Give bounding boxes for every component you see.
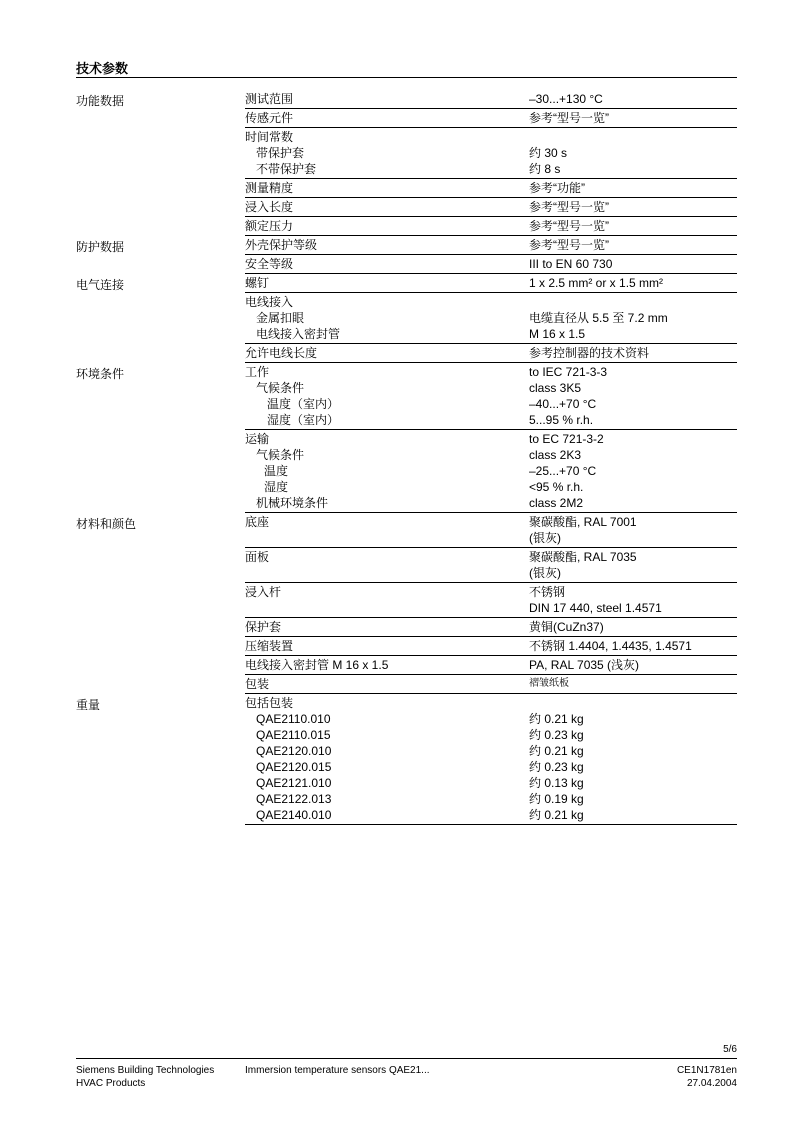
spec-param bbox=[245, 657, 529, 673]
spec-row bbox=[245, 675, 737, 694]
spec-param bbox=[245, 676, 529, 692]
spec-param bbox=[245, 364, 529, 428]
spec-value-line: 约 0.21 kg bbox=[529, 808, 584, 822]
spec-section bbox=[76, 363, 737, 513]
spec-value-line: M 16 x 1.5 bbox=[529, 327, 586, 341]
title-divider bbox=[76, 77, 737, 78]
spec-param-line: 包装 bbox=[245, 677, 270, 691]
footer-doc-info bbox=[677, 1064, 737, 1090]
spec-value bbox=[529, 657, 737, 673]
spec-row bbox=[245, 109, 737, 128]
spec-param bbox=[245, 549, 529, 581]
spec-param-line: 气候条件 bbox=[256, 381, 305, 395]
spec-param-line: QAE2110.015 bbox=[256, 728, 331, 742]
spec-param bbox=[245, 514, 529, 546]
spec-value-line: 参考控制器的技术资料 bbox=[529, 346, 650, 360]
spec-value bbox=[529, 549, 737, 581]
spec-value-line: 约 0.23 kg bbox=[529, 728, 584, 742]
spec-value bbox=[529, 431, 737, 511]
spec-row bbox=[245, 293, 737, 344]
spec-value-line: 约 8 s bbox=[529, 162, 561, 176]
spec-value-line: –25...+70 °C bbox=[529, 464, 597, 478]
spec-param-line: 金属扣眼 bbox=[256, 311, 305, 325]
spec-row bbox=[245, 274, 737, 293]
spec-row bbox=[245, 363, 737, 430]
spec-value-line: <95 % r.h. bbox=[529, 480, 584, 494]
spec-section bbox=[76, 236, 737, 274]
spec-param-line: 工作 bbox=[245, 365, 270, 379]
spec-param-line: 底座 bbox=[245, 515, 270, 529]
spec-param-line: 测量精度 bbox=[245, 181, 294, 195]
section-label: 防护数据 bbox=[76, 240, 125, 254]
spec-value-line: to EC 721-3-2 bbox=[529, 432, 604, 446]
spec-param-line: 允许电线长度 bbox=[245, 346, 318, 360]
spec-param-line: 安全等级 bbox=[245, 257, 294, 271]
spec-value bbox=[529, 110, 737, 126]
spec-row bbox=[245, 255, 737, 274]
spec-param-line: QAE2122.013 bbox=[256, 792, 332, 806]
spec-param bbox=[245, 345, 529, 361]
spec-value-line: 不锈钢 1.4404, 1.4435, 1.4571 bbox=[529, 639, 692, 653]
footer-company-line1: Siemens Building Technologies bbox=[76, 1065, 215, 1076]
spec-value-line bbox=[529, 695, 737, 711]
spec-param-line: 浸入长度 bbox=[245, 200, 294, 214]
spec-value-line: 黄铜(CuZn37) bbox=[529, 620, 604, 634]
spec-param-line: 电线接入密封管 M 16 x 1.5 bbox=[245, 658, 389, 672]
page-title: 技术参数 bbox=[76, 61, 129, 76]
spec-param-line: 浸入杆 bbox=[245, 585, 282, 599]
spec-row bbox=[245, 637, 737, 656]
spec-param-line: QAE2121.010 bbox=[256, 776, 332, 790]
spec-value bbox=[529, 514, 737, 546]
spec-value bbox=[529, 129, 737, 177]
spec-value bbox=[529, 364, 737, 428]
spec-value-line: 1 x 2.5 mm² or x 1.5 mm² bbox=[529, 276, 664, 290]
spec-value-line: PA, RAL 7035 (浅灰) bbox=[529, 658, 640, 672]
spec-section bbox=[76, 90, 737, 236]
spec-value-line: 参考“型号一览” bbox=[529, 111, 609, 125]
spec-param-line: QAE2120.010 bbox=[256, 744, 332, 758]
spec-row bbox=[245, 656, 737, 675]
spec-value-line: 5...95 % r.h. bbox=[529, 413, 594, 427]
spec-param-line: 额定压力 bbox=[245, 219, 294, 233]
spec-param-line: 湿度（室内） bbox=[267, 413, 340, 427]
spec-param bbox=[245, 218, 529, 234]
spec-value-line: 聚碳酸酯, RAL 7001 bbox=[529, 515, 637, 529]
footer-doc-id: CE1N1781en bbox=[676, 1065, 737, 1076]
spec-value-line: 约 0.13 kg bbox=[529, 776, 584, 790]
spec-param bbox=[245, 256, 529, 272]
spec-value-line bbox=[529, 294, 737, 310]
spec-row bbox=[245, 90, 737, 109]
spec-value bbox=[529, 199, 737, 215]
spec-param-line: 时间常数 bbox=[245, 130, 294, 144]
spec-value bbox=[529, 584, 737, 616]
spec-param-line: 电线接入 bbox=[245, 295, 294, 309]
spec-value-line: to IEC 721-3-3 bbox=[529, 365, 608, 379]
spec-value bbox=[529, 619, 737, 635]
spec-value-line: 约 30 s bbox=[529, 146, 568, 160]
spec-param bbox=[245, 584, 529, 616]
spec-param-line: 压缩装置 bbox=[245, 639, 294, 653]
spec-value bbox=[529, 237, 737, 253]
spec-param bbox=[245, 199, 529, 215]
footer-company-line2: HVAC Products bbox=[76, 1078, 146, 1089]
spec-param bbox=[245, 294, 529, 342]
spec-param-line: QAE2140.010 bbox=[256, 808, 332, 822]
spec-param bbox=[245, 275, 529, 291]
spec-row bbox=[245, 694, 737, 825]
spec-row bbox=[245, 513, 737, 548]
spec-value-line: 聚碳酸酯, RAL 7035 bbox=[529, 550, 637, 564]
spec-value-line: 参考“功能” bbox=[529, 181, 585, 195]
section-label: 重量 bbox=[76, 698, 101, 712]
spec-param-line: 湿度 bbox=[264, 480, 289, 494]
spec-value-line: 约 0.21 kg bbox=[529, 744, 584, 758]
footer-divider bbox=[76, 1058, 737, 1059]
spec-value-line bbox=[529, 129, 737, 145]
spec-param-line bbox=[245, 600, 529, 616]
spec-section bbox=[76, 274, 737, 363]
page-number: 5/6 bbox=[723, 1044, 737, 1055]
spec-param-line: 螺钉 bbox=[245, 276, 270, 290]
spec-param-line: QAE2110.010 bbox=[256, 712, 331, 726]
spec-value bbox=[529, 180, 737, 196]
spec-param bbox=[245, 431, 529, 511]
spec-value-line: DIN 17 440, steel 1.4571 bbox=[529, 601, 662, 615]
spec-value bbox=[529, 91, 737, 107]
spec-param-line: 不带保护套 bbox=[256, 162, 317, 176]
spec-param-line: 气候条件 bbox=[256, 448, 305, 462]
spec-param-line: 面板 bbox=[245, 550, 270, 564]
spec-value-line: 参考“型号一览” bbox=[529, 200, 609, 214]
footer-company bbox=[76, 1064, 214, 1090]
spec-section bbox=[76, 513, 737, 694]
footer-product: Immersion temperature sensors QAE21... bbox=[245, 1065, 430, 1076]
spec-param bbox=[245, 110, 529, 126]
spec-param-line: 温度（室内） bbox=[267, 397, 340, 411]
spec-param-line: 温度 bbox=[264, 464, 289, 478]
spec-value-line: –30...+130 °C bbox=[529, 92, 603, 106]
spec-value-line: 参考“型号一览” bbox=[529, 219, 609, 233]
spec-value-line: 约 0.23 kg bbox=[529, 760, 584, 774]
spec-value-line: 约 0.19 kg bbox=[529, 792, 584, 806]
spec-value-line: class 3K5 bbox=[529, 381, 582, 395]
spec-param bbox=[245, 619, 529, 635]
spec-value-line: class 2M2 bbox=[529, 496, 584, 510]
spec-param bbox=[245, 237, 529, 253]
spec-value bbox=[529, 638, 737, 654]
spec-param-line bbox=[245, 565, 529, 581]
spec-param bbox=[245, 638, 529, 654]
spec-value-line: (银灰) bbox=[529, 566, 561, 580]
spec-value-line: 约 0.21 kg bbox=[529, 712, 584, 726]
spec-row bbox=[245, 198, 737, 217]
spec-value-line: 参考“型号一览” bbox=[529, 238, 609, 252]
spec-row bbox=[245, 430, 737, 513]
spec-param bbox=[245, 129, 529, 177]
spec-param-line: 包括包装 bbox=[245, 696, 294, 710]
spec-row bbox=[245, 548, 737, 583]
spec-value-line: (银灰) bbox=[529, 531, 561, 545]
spec-value bbox=[529, 695, 737, 823]
spec-param-line: 运输 bbox=[245, 432, 270, 446]
spec-value bbox=[529, 275, 737, 291]
spec-row bbox=[245, 618, 737, 637]
spec-param-line: 电线接入密封管 bbox=[256, 327, 341, 341]
spec-param bbox=[245, 695, 529, 823]
spec-param-line: 测试范围 bbox=[245, 92, 294, 106]
section-label: 功能数据 bbox=[76, 94, 125, 108]
spec-param-line bbox=[245, 530, 529, 546]
spec-value-line: 不锈钢 bbox=[529, 585, 566, 599]
spec-value-line: 电缆直径从 5.5 至 7.2 mm bbox=[529, 311, 668, 325]
spec-param-line: QAE2120.015 bbox=[256, 760, 332, 774]
spec-param-line: 机械环境条件 bbox=[256, 496, 329, 510]
spec-value-line: class 2K3 bbox=[529, 448, 582, 462]
spec-table bbox=[76, 90, 737, 825]
spec-row bbox=[245, 236, 737, 255]
spec-row bbox=[245, 217, 737, 236]
spec-param-line: 外壳保护等级 bbox=[245, 238, 318, 252]
spec-value bbox=[529, 676, 737, 692]
spec-param-line: 传感元件 bbox=[245, 111, 294, 125]
spec-param bbox=[245, 91, 529, 107]
spec-param-line: 保护套 bbox=[245, 620, 282, 634]
spec-row bbox=[245, 583, 737, 618]
spec-value bbox=[529, 294, 737, 342]
spec-section bbox=[76, 694, 737, 825]
spec-value-line: 褶皱纸板 bbox=[529, 678, 569, 689]
spec-value-line: –40...+70 °C bbox=[529, 397, 597, 411]
spec-row bbox=[245, 344, 737, 363]
spec-param-line: 带保护套 bbox=[256, 146, 305, 160]
section-label: 环境条件 bbox=[76, 367, 125, 381]
footer-date: 27.04.2004 bbox=[686, 1078, 737, 1089]
spec-value-line: III to EN 60 730 bbox=[529, 257, 613, 271]
spec-param bbox=[245, 180, 529, 196]
spec-value bbox=[529, 345, 737, 361]
spec-value bbox=[529, 256, 737, 272]
section-label: 材料和颜色 bbox=[76, 517, 137, 531]
section-label: 电气连接 bbox=[76, 278, 125, 292]
spec-value bbox=[529, 218, 737, 234]
spec-row bbox=[245, 128, 737, 179]
spec-row bbox=[245, 179, 737, 198]
